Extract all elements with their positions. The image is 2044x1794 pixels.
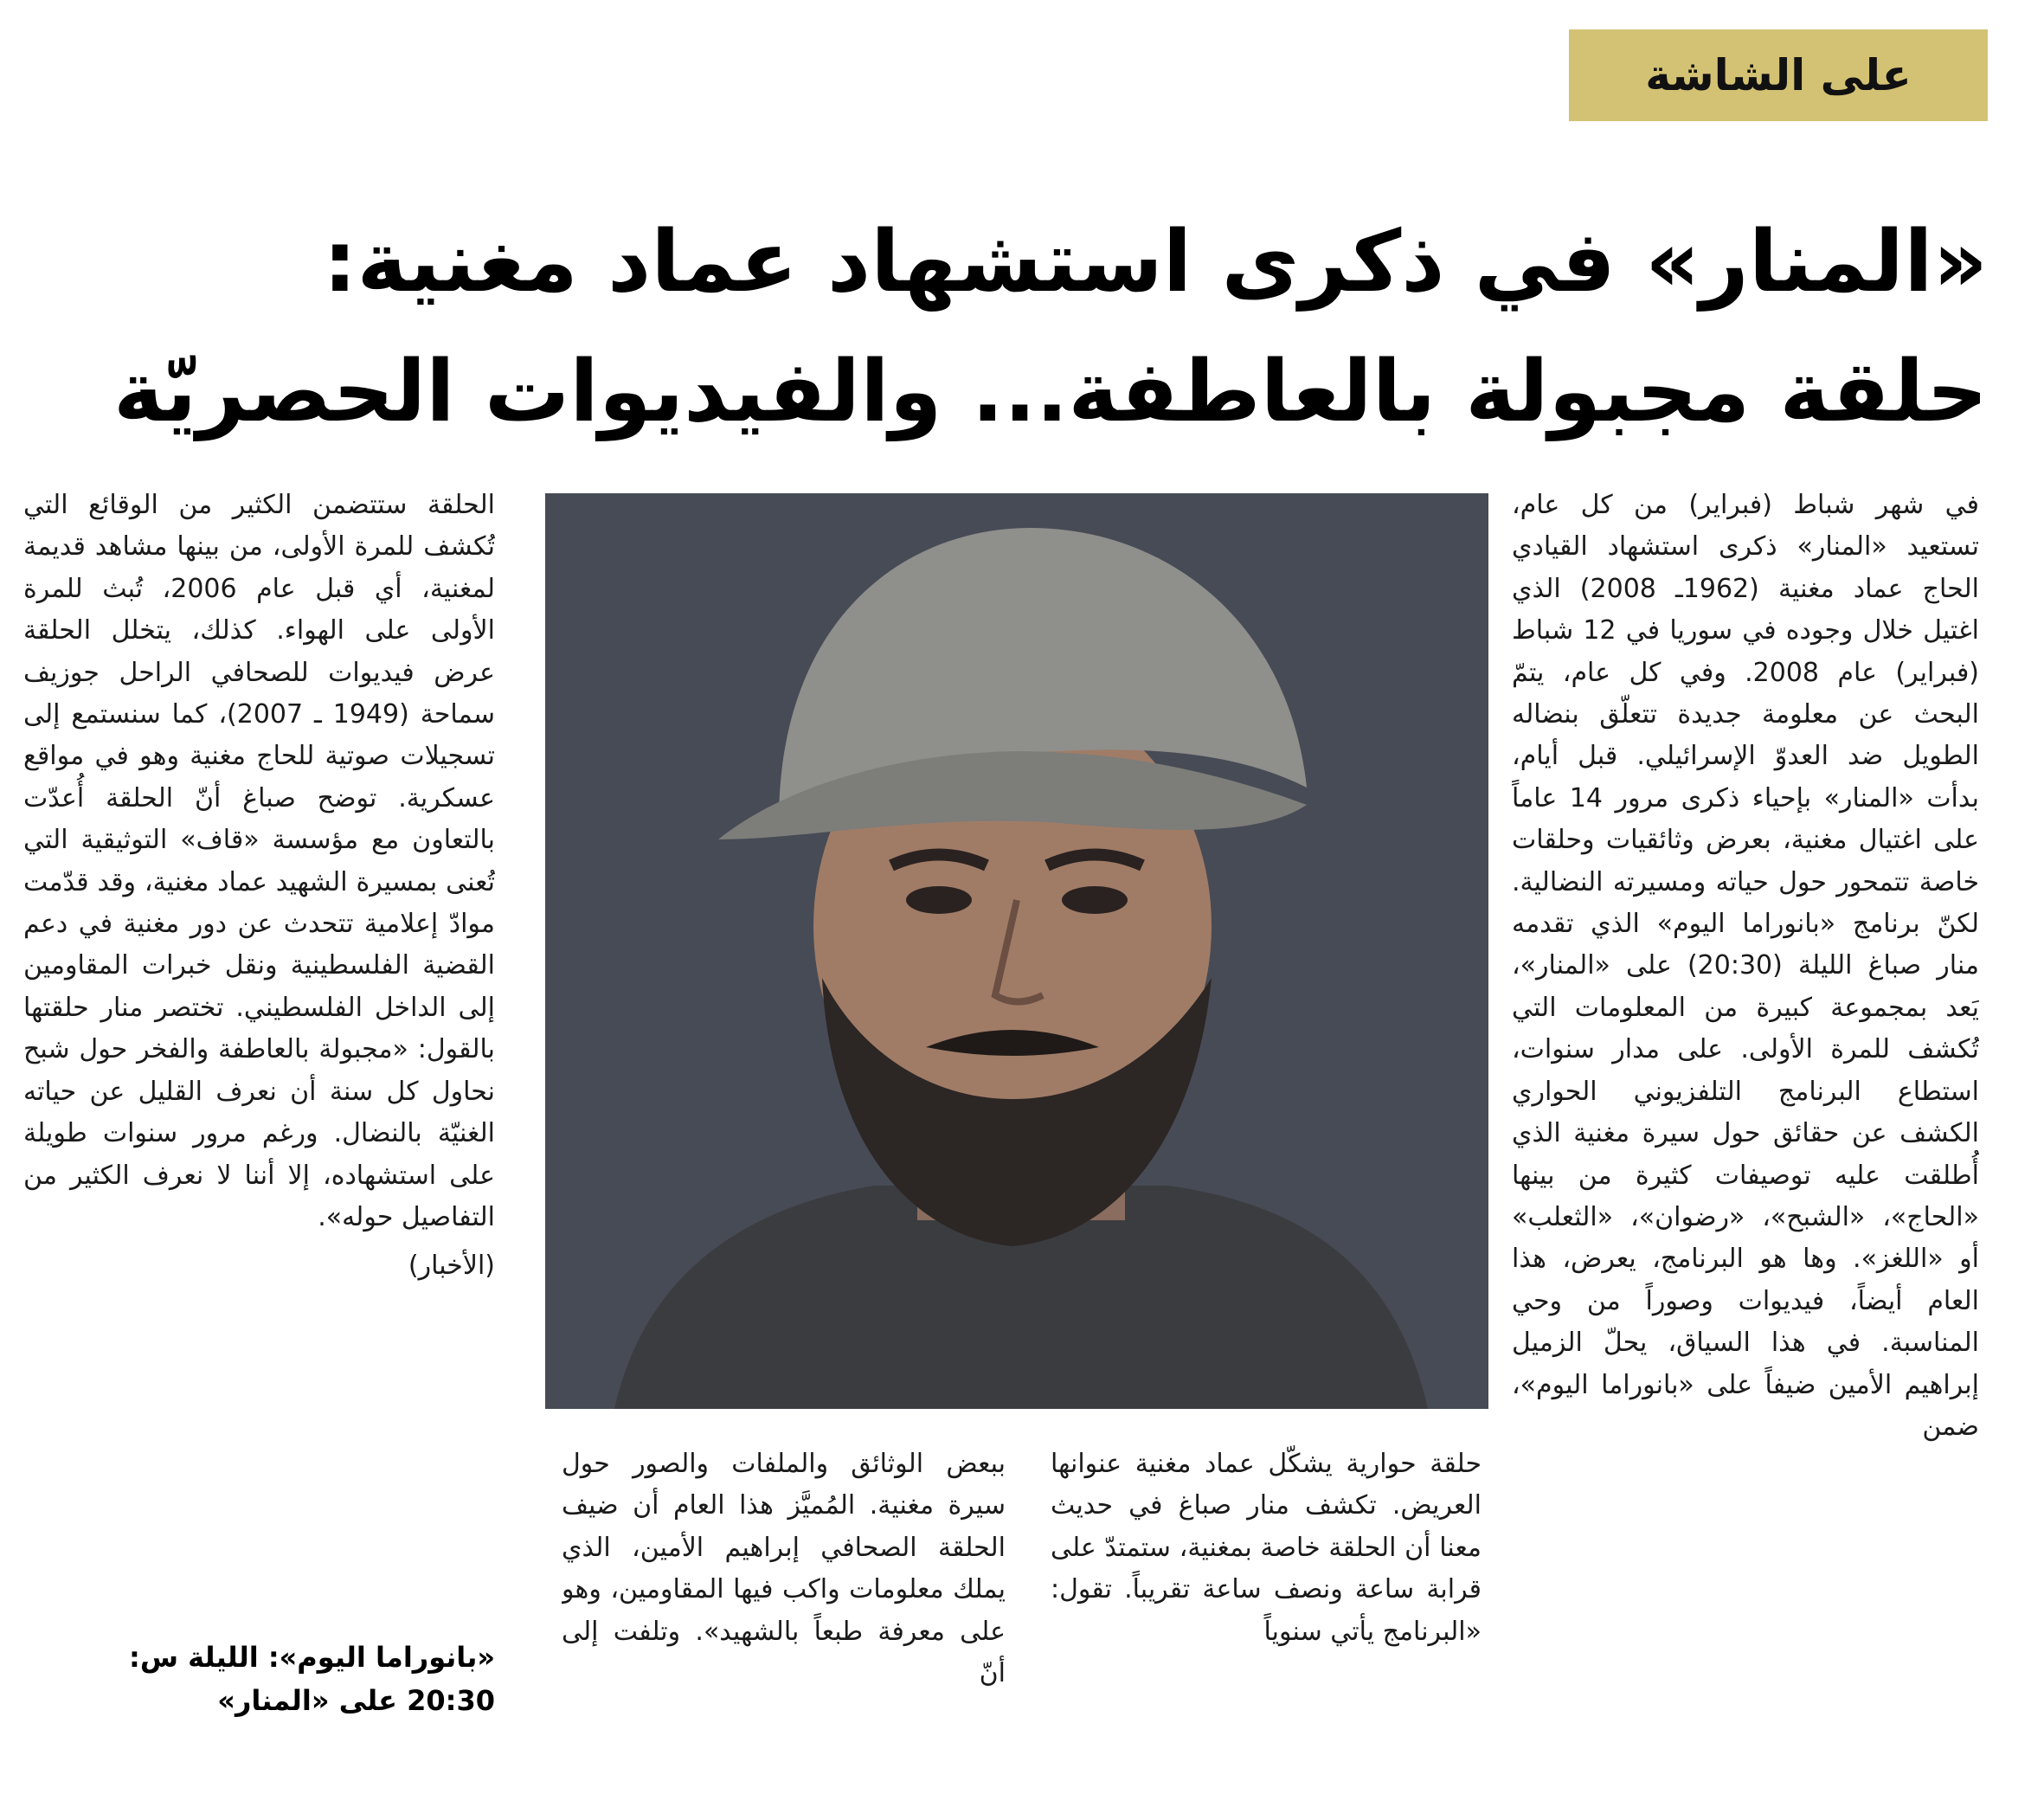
headline [112, 197, 1988, 457]
article-column-right [1512, 485, 1979, 1765]
headline-line-2: حلقة مجبولة بالعاطفة... والفيديوات الحصريّة [112, 343, 1988, 441]
article-text: حلقة حوارية يشكّل عماد مغنية عنوانها العريض. تكشف منار صباغ في حديث معنا أن الحلقة خاصة بمغنية، ستمتدّ على قرابة ساعة ونصف ساعة تقريباً. تقول: «البرنامج يأتي سنوياً [1051, 1449, 1482, 1647]
article-text: الحلقة ستتضمن الكثير من الوقائع التي تُكشف للمرة الأولى، من بينها مشاهد قديمة لمغنية، أي قبل عام 2006، تُبث للمرة الأولى على الهواء. كذلك، يتخلل الحلقة عرض فيديوات للصحافي الراحل جوزيف سماحة (1949 ـ 2007)، كما سنستمع إلى تسجيلات صوتية للحاج مغنية وهو في مواقع عسكرية. توضح صباغ أنّ الحلقة أُعدّت بالتعاون مع مؤسسة «قاف» التوثيقية التي تُعنى بمسيرة الشهيد عماد مغنية، وقد قدّمت موادّ إعلامية تتحدث عن دور مغنية في دعم القضية الفلسطينية ونقل خبرات المقاومين إلى الداخل الفلسطيني. تختصر منار حلقتها بالقول: «مجبولة بالعاطفة والفخر حول شبح نحاول كل سنة أن نعرف القليل عن حياته الغنيّة بالنضال. ورغم مرور سنوات طويلة على استشهاده، إلا أننا لا نعرف الكثير من التفاصيل حوله». [23, 490, 495, 1232]
program-info [23, 1636, 495, 1722]
program-info-line-2: 20:30 على «المنار» [217, 1684, 495, 1717]
program-info-line-1: «بانوراما اليوم»: الليلة س: [129, 1641, 495, 1674]
article-text: في شهر شباط (فبراير) من كل عام، تستعيد «المنار» ذكرى استشهاد القيادي الحاج عماد مغنية (1962ـ 2008) الذي اغتيل خلال وجوده في سوريا في 12 شباط (فبراير) عام 2008. وفي كل عام، يتمّ البحث عن معلومة جديدة تتعلّق بنضاله الطويل ضد العدوّ الإسرائيلي. قبل أيام، بدأت «المنار» بإحياء ذكرى مرور 14 عاماً على اغتيال مغنية، بعرض وثائقيات وحلقات خاصة تتمحور حول حياته ومسيرته النضالية. لكنّ برنامج «بانوراما اليوم» الذي تقدمه منار صباغ الليلة (20:30) على «المنار»، يَعد بمجموعة كبيرة من المعلومات التي تُكشف للمرة الأولى. على مدار سنوات، استطاع البرنامج التلفزيوني الحواري الكشف عن حقائق حول سيرة مغنية الذي أُطلقت عليه توصيفات كثيرة من بينها «الحاج»، «الشبح»، «رضوان»، «الثعلب» أو «اللغز». وها هو البرنامج، يعرض، هذا العام أيضاً، فيديوات وصوراً من وحي المناسبة. في هذا السياق، يحلّ الزميل إبراهيم الأمين ضيفاً على «بانوراما اليوم»، ضمن [1512, 490, 1979, 1442]
section-tag: على الشاشة [1569, 29, 1988, 121]
source-credit: (الأخبار) [408, 1251, 495, 1282]
article-text: ببعض الوثائق والملفات والصور حول سيرة مغنية. المُميَّز هذا العام أن ضيف الحلقة الصحافي إبراهيم الأمين، الذي يملك معلومات واكب فيها المقاومين، وهو على معرفة طبعاً بالشهيد». وتلفت إلى أنّ [562, 1449, 1006, 1689]
article-column-middle-left [562, 1444, 1006, 1764]
article-column-left [23, 485, 495, 1523]
headline-line-1: «المنار» في ذكرى استشهاد عماد مغنية: [323, 213, 1988, 312]
portrait-icon [545, 493, 1488, 1409]
article-column-middle-right [1051, 1444, 1482, 1764]
portrait-photo [545, 493, 1488, 1409]
